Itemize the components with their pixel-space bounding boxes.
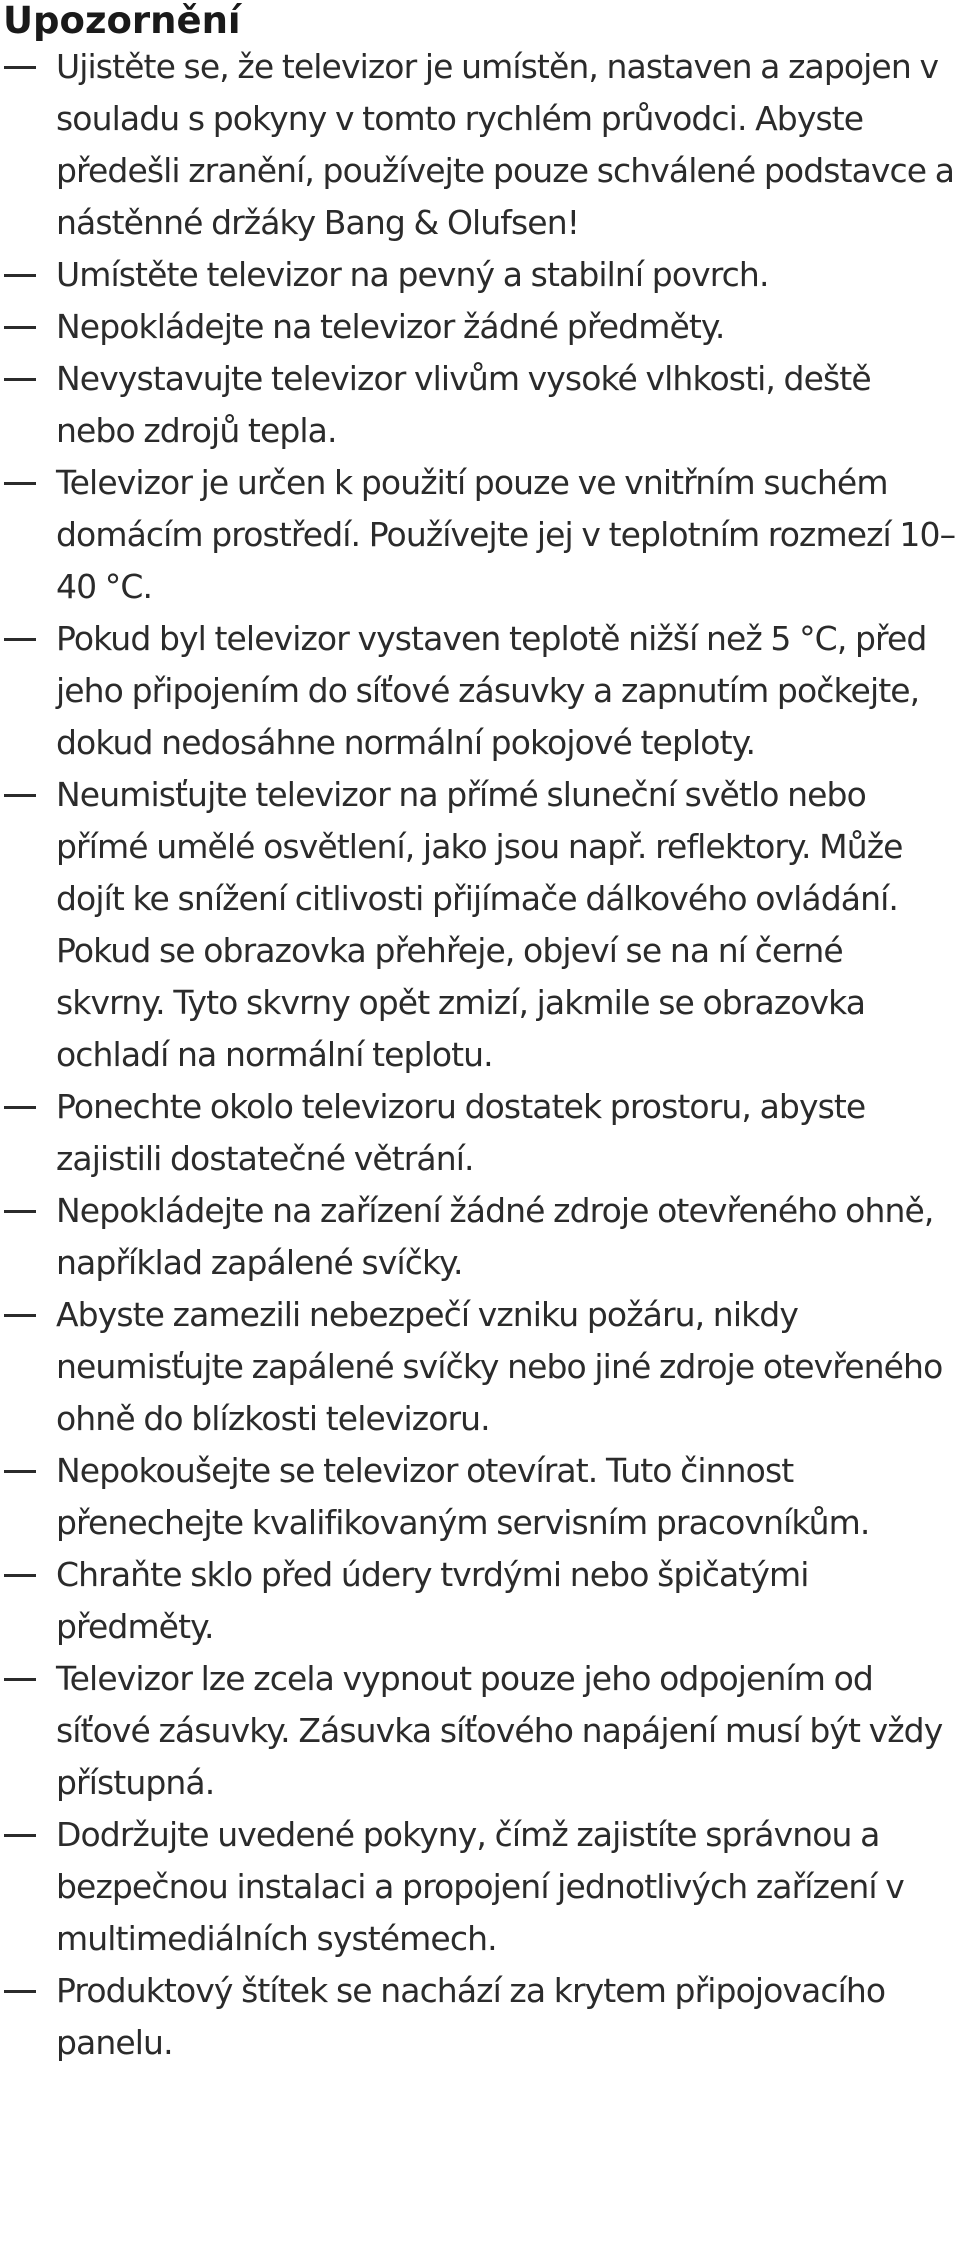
list-item-text: Abyste zamezili nebezpečí vzniku požáru, nikdy neumisťujte zapálené svíčky nebo jiné zdroje otevřeného ohně do blízkosti televizoru.	[56, 1295, 943, 1438]
list-item-text: Pokud byl televizor vystaven teplotě nižší než 5 °C, před jeho připojením do síťové zásuvky a zapnutím počkejte, dokud nedosáhne normální pokojové teploty.	[56, 619, 927, 762]
dash-bullet-icon	[4, 1210, 36, 1213]
dash-bullet-icon	[4, 378, 36, 381]
list-item	[0, 1653, 956, 1809]
list-item	[0, 249, 956, 301]
list-item-text: Dodržujte uvedené pokyny, čímž zajistíte správnou a bezpečnou instalaci a propojení jednotlivých zařízení v multimediálních systémech.	[56, 1815, 904, 1958]
dash-bullet-icon	[4, 66, 36, 69]
list-item-text: Nepokládejte na zařízení žádné zdroje otevřeného ohně, například zapálené svíčky.	[56, 1191, 934, 1282]
dash-bullet-icon	[4, 638, 36, 641]
list-item-text: Nevystavujte televizor vlivům vysoké vlhkosti, deště nebo zdrojů tepla.	[56, 359, 871, 450]
list-item	[0, 1081, 956, 1185]
list-item-text: Televizor je určen k použití pouze ve vnitřním suchém domácím prostředí. Používejte jej v teplotním rozmezí 10–40 °C.	[56, 463, 956, 606]
list-item	[0, 353, 956, 457]
list-item	[0, 1549, 956, 1653]
list-item-text: Nepokoušejte se televizor otevírat. Tuto činnost přenechejte kvalifikovaným servisním pracovníkům.	[56, 1451, 870, 1542]
dash-bullet-icon	[4, 1574, 36, 1577]
list-item	[0, 1965, 956, 2069]
dash-bullet-icon	[4, 1678, 36, 1681]
list-item	[0, 457, 956, 613]
list-item-text: Televizor lze zcela vypnout pouze jeho odpojením od síťové zásuvky. Zásuvka síťového napájení musí být vždy přístupná.	[56, 1659, 943, 1802]
dash-bullet-icon	[4, 1314, 36, 1317]
list-item	[0, 613, 956, 769]
list-item-text: Produktový štítek se nachází za krytem připojovacího panelu.	[56, 1971, 886, 2062]
dash-bullet-icon	[4, 1106, 36, 1109]
dash-bullet-icon	[4, 326, 36, 329]
list-item	[0, 1185, 956, 1289]
dash-bullet-icon	[4, 1470, 36, 1473]
list-item	[0, 1445, 956, 1549]
dash-bullet-icon	[4, 274, 36, 277]
dash-bullet-icon	[4, 1834, 36, 1837]
list-item-text: Chraňte sklo před údery tvrdými nebo špičatými předměty.	[56, 1555, 809, 1646]
list-item	[0, 1289, 956, 1445]
dash-bullet-icon	[4, 482, 36, 485]
list-item	[0, 1809, 956, 1965]
list-item	[0, 41, 956, 249]
list-item-text: Ponechte okolo televizoru dostatek prostoru, abyste zajistili dostatečné větrání.	[56, 1087, 866, 1178]
list-item	[0, 301, 956, 353]
list-item-text: Neumisťujte televizor na přímé sluneční světlo nebo přímé umělé osvětlení, jako jsou např. reflektory. Může dojít ke snížení citlivosti přijímače dálkového ovládání. Pokud se obrazovka přehřeje, objeví se na ní černé skvrny. Tyto skvrny opět zmizí, jakmile se obrazovka ochladí na normální teplotu.	[56, 775, 903, 1074]
dash-bullet-icon	[4, 794, 36, 797]
page-title: Upozornění	[3, 0, 241, 42]
warning-list	[0, 41, 956, 2069]
list-item	[0, 769, 956, 1081]
list-item-text: Nepokládejte na televizor žádné předměty.	[56, 307, 725, 346]
list-item-text: Umístěte televizor na pevný a stabilní povrch.	[56, 255, 769, 294]
list-item-text: Ujistěte se, že televizor je umístěn, nastaven a zapojen v souladu s pokyny v tomto rychlém průvodci. Abyste předešli zranění, používejte pouze schválené podstavce a nástěnné držáky Bang & Olufsen!	[56, 47, 955, 242]
dash-bullet-icon	[4, 1990, 36, 1993]
